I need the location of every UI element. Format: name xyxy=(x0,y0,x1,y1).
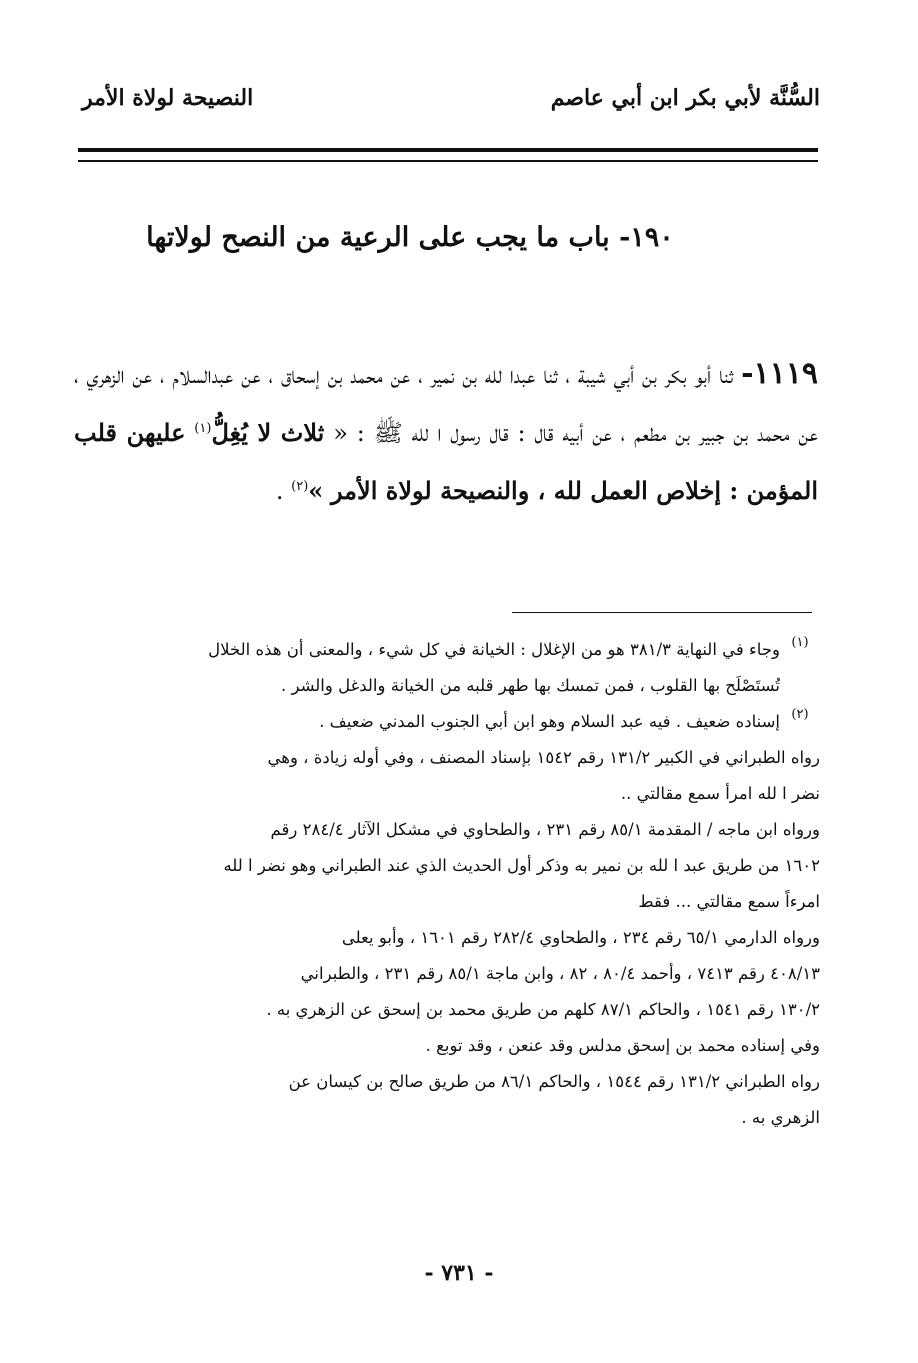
hadith-closing-quote: » xyxy=(308,476,324,505)
hadith-number: ١١١٩- xyxy=(741,356,818,391)
footnote-separator xyxy=(512,612,812,613)
hadith-matn-part1: ثلاث لا يُغِلُّ xyxy=(211,418,325,447)
footnote-1 xyxy=(72,632,820,704)
header-chapter-title: النصيحة لولاة الأمر xyxy=(82,85,254,111)
footnote-line: امرءاً سمع مقالتي ... فقط xyxy=(638,892,820,911)
hadith-matn-part2: عليهن قلب المؤمن : إخلاص العمل لله ، والنصيحة لولاة الأمر xyxy=(74,418,818,505)
footnote-line: وفي إسناده محمد بن إسحق مدلس وقد عنعن ، وقد توبع . xyxy=(425,1036,820,1055)
footnote-line: ١٦٠٢ من طريق عبد ا لله بن نمير به وذكر أول الحديث الذي عند الطبراني وهو نضر ا لله xyxy=(223,856,820,875)
footnote-reference: (١) xyxy=(194,421,212,436)
footnote-marker: (١) xyxy=(791,635,809,650)
footnote-marker: (٢) xyxy=(791,707,809,722)
header-book-title: السُّنَّة لأبي بكر ابن أبي عاصم xyxy=(550,85,820,111)
page-number: - ٧٣١ - xyxy=(424,1260,494,1286)
footnote-line: ١٣٠/٢ رقم ١٥٤١ ، والحاكم ٨٧/١ كلهم من طريق محمد بن إسحق عن الزهري به . xyxy=(266,1000,820,1019)
header-rule-thin xyxy=(78,160,818,162)
footnote-line: إسناده ضعيف . فيه عبد السلام وهو ابن أبي الجنوب المدني ضعيف . xyxy=(319,712,780,731)
footnote-line: ورواه ابن ماجه / المقدمة ٨٥/١ رقم ٢٣١ ، والطحاوي في مشكل الآثار ٢٨٤/٤ رقم xyxy=(270,820,820,839)
footnote-line: ٤٠٨/١٣ رقم ٧٤١٣ ، وأحمد ٨٠/٤ ، ٨٢ ، وابن ماجة ٨٥/١ رقم ٢٣١ ، والطبراني xyxy=(300,964,820,983)
footnote-line: ورواه الدارمي ٦٥/١ رقم ٢٣٤ ، والطحاوي ٢٨٢/٤ رقم ١٦٠١ ، وأبو يعلى xyxy=(341,928,820,947)
footnote-line: تُستَصْلَح بها القلوب ، فمن تمسك بها طهر قلبه من الخيانة والدغل والشر . xyxy=(280,676,780,695)
footnote-body xyxy=(72,704,780,740)
hadith-text xyxy=(74,345,818,520)
footnote-line: وجاء في النهاية ٣٨١/٣ هو من الإغلال : الخيانة في كل شيء ، والمعنى أن هذه الخلال xyxy=(208,640,780,659)
footnote-line: رواه الطبراني في الكبير ١٣١/٢ رقم ١٥٤٢ بإسناد المصنف ، وفي أوله زيادة ، وهي xyxy=(267,748,820,767)
hadith-end: . xyxy=(275,477,284,505)
chapter-heading: ١٩٠- باب ما يجب على الرعية من النصح لولاتها xyxy=(146,222,674,253)
hadith-isnad: ثنا أبو بكر بن أبي شيبة ، ثنا عبدا لله بن نمير ، عن محمد بن إسحاق ، عن عبدالسلام ، عن الزهري ، عن محمد بن جبير بن مطعم ، عن أبيه قال : قال رسول ا لله ﷺ : « xyxy=(74,361,818,447)
footnote-line: الزهري به . xyxy=(741,1108,820,1127)
header-rule-thick xyxy=(78,148,818,152)
footnote-line: رواه الطبراني ١٣١/٢ رقم ١٥٤٤ ، والحاكم ٨٦/١ من طريق صالح بن كيسان عن xyxy=(288,1072,820,1091)
footnotes-section xyxy=(72,632,820,1136)
footnote-body xyxy=(72,632,780,704)
footnote-reference: (٢) xyxy=(291,479,309,494)
footnote-2 xyxy=(72,704,820,740)
footnote-line: نضر ا لله امرأ سمع مقالتي .. xyxy=(620,784,820,803)
running-header xyxy=(82,78,820,118)
